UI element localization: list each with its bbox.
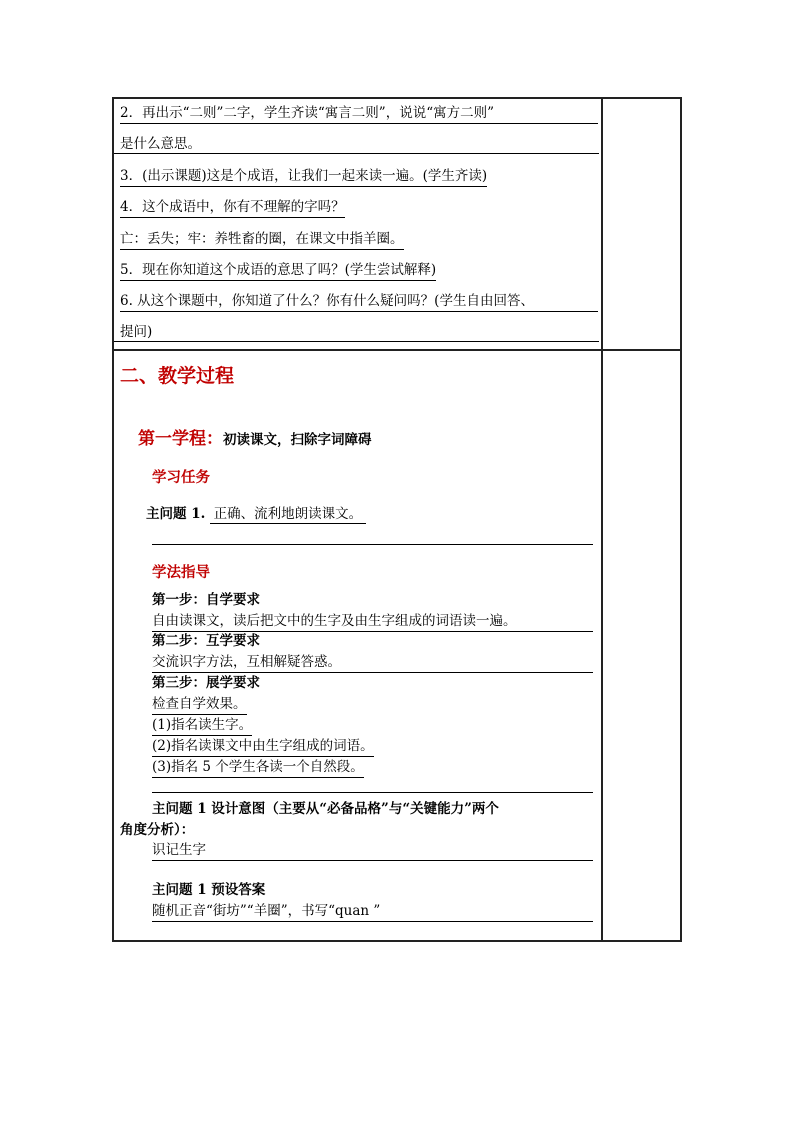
row-divider [114, 349, 680, 351]
intro-line-7: 6. 从这个课题中，你知道了什么？你有什么疑问吗？(学生自由回答、 [120, 292, 598, 312]
intro-line-1: 2．再出示“二则”二字，学生齐读“寓言二则”，说说“寓方二则” [120, 104, 598, 124]
intro-line-4: 4．这个成语中，你有不理解的字吗？ [120, 198, 345, 218]
step-3-line-3: (2)指名读课文中由生字组成的词语。 [152, 737, 374, 757]
intro-line-8: 提问) [120, 324, 153, 340]
answer-rule [152, 544, 593, 545]
stage-subtitle: 初读课文，扫除字词障碍 [223, 432, 372, 448]
step-1-line: 自由读课文，读后把文中的生字及由生字组成的词语读一遍。 [152, 612, 593, 632]
step-1-title: 第一步：自学要求 [152, 592, 260, 608]
stage-heading [138, 424, 372, 449]
intro-line-5: 亡：丢失；牢：养牲畜的圈，在课文中指羊圈。 [120, 230, 404, 250]
step-3-title: 第三步：展学要求 [152, 675, 260, 691]
main-question-label: 主问题 1. [146, 506, 206, 522]
design-intent-answer: 识记生字 [152, 841, 593, 861]
column-divider [601, 99, 603, 940]
method-heading: 学法指导 [152, 565, 210, 581]
section-heading: 二、教学过程 [120, 365, 235, 387]
preset-answer-text: 随机正音“街坊”“羊圈”，书写“quan ” [152, 902, 593, 922]
design-intent-title: 主问题 1 设计意图（主要从“必备品格”与“关键能力”两个 [152, 801, 499, 817]
step-3-line-2: (1)指名读生字。 [152, 716, 252, 736]
cell-rule [114, 153, 599, 154]
step-3-line-4: (3)指名 5 个学生各读一个自然段。 [152, 758, 364, 778]
answer-rule [152, 792, 593, 793]
intro-line-3: 3．(出示课题)这是个成语，让我们一起来读一遍。(学生齐读) [120, 167, 487, 187]
intro-line-2: 是什么意思。 [120, 136, 201, 152]
main-question [146, 502, 366, 522]
stage-title: 第一学程： [138, 429, 223, 449]
task-heading: 学习任务 [152, 470, 210, 486]
design-intent-title-cont: 角度分析）： [120, 822, 195, 838]
step-2-line: 交流识字方法，互相解疑答惑。 [152, 653, 593, 673]
preset-answer-title: 主问题 1 预设答案 [152, 882, 266, 898]
main-question-text: 正确、流利地朗读课文。 [210, 506, 367, 524]
intro-line-6: 5．现在你知道这个成语的意思了吗？(学生尝试解释) [120, 261, 436, 281]
cell-rule [114, 341, 599, 342]
step-2-title: 第二步：互学要求 [152, 633, 260, 649]
step-3-line-1: 检查自学效果。 [152, 695, 247, 715]
